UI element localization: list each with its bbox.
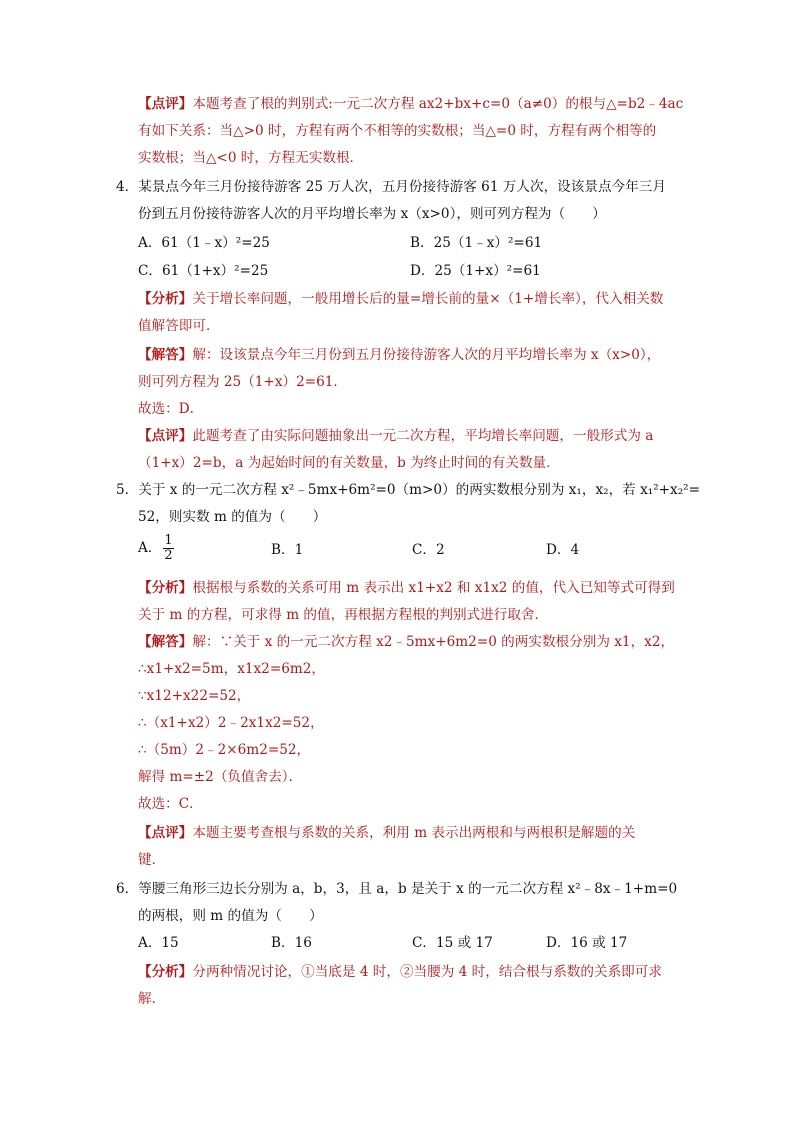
q4-review-tag: 【点评】 (138, 428, 193, 444)
q5-step-5: 解得 m=±2（负值舍去）． (138, 769, 303, 785)
q5-stem-line-2: 52，则实数 m 的值为（ ） (138, 509, 327, 525)
q5-review-line-2: 键． (138, 852, 166, 868)
q5-option-b: B．1 (271, 542, 304, 558)
q6-analysis-tag: 【分析】 (138, 964, 193, 980)
q4-analysis-line-2: 值解答即可． (138, 318, 220, 334)
q6-option-c: C．15 或 17 (412, 935, 493, 951)
q5-review-tag: 【点评】 (138, 825, 193, 841)
q6-stem-line-1: 6．等腰三角形三边长分别为 a，b，3，且 a，b 是关于 x 的一元二次方程 x²﹣8x﹣1+m=0 (116, 881, 678, 897)
q5-choice: 故选：C． (138, 796, 203, 812)
q3-review-line-1: 【点评】本题考查了根的判别式:一元二次方程 ax2+bx+c=0（a≠0）的根与△=b2﹣4ac (138, 96, 684, 112)
q5-number: 5． (116, 482, 139, 498)
q3-review-tag: 【点评】 (138, 96, 193, 112)
fraction: $\frac{1}{2}$ (164, 533, 173, 563)
q5-analysis-line-1: 【分析】根据根与系数的关系可用 m 表示出 x1+x2 和 x1x2 的值，代入已知等式可得到 (138, 580, 675, 596)
q4-review-line-2: （1+x）2=b，a 为起始时间的有关数量，b 为终止时间的有关数量． (138, 455, 560, 471)
q6-option-b: B．16 (271, 935, 312, 951)
q4-option-b: B．25（1﹣x）²=61 (410, 235, 543, 251)
q4-analysis-tag: 【分析】 (138, 291, 193, 307)
q5-option-c: C．2 (412, 542, 445, 558)
q5-solution-tag: 【解答】 (138, 634, 193, 650)
q5-analysis-line-2: 关于 m 的方程，可求得 m 的值，再根据方程根的判别式进行取舍． (138, 607, 549, 623)
q5-analysis-tag: 【分析】 (138, 580, 193, 596)
q6-stem-line-2: 的两根，则 m 的值为（ ） (138, 908, 323, 924)
q6-number: 6． (116, 881, 139, 897)
q4-option-a: A．61（1﹣x）²=25 (138, 235, 270, 251)
q4-stem-line-1: 4．某景点今年三月份接待游客 25 万人次，五月份接待游客 61 万人次，设该景点今年三月 (116, 179, 666, 195)
q5-review-line-1: 【点评】本题主要考查根与系数的关系，利用 m 表示出两根和与两根积是解题的关 (138, 825, 636, 841)
q5-option-a: A． $\frac{1}{2}$ (138, 533, 173, 563)
q6-analysis-line-2: 解． (138, 991, 166, 1007)
q4-choice: 故选：D． (138, 401, 204, 417)
q5-option-d: D．4 (546, 542, 580, 558)
q4-review-line-1: 【点评】此题考查了由实际问题抽象出一元二次方程，平均增长率问题，一般形式为 a (138, 428, 654, 444)
q4-option-c: C．61（1+x）²=25 (138, 263, 269, 279)
q4-stem-line-2: 份到五月份接待游客人次的月平均增长率为 x（x>0），则可列方程为（ ） (138, 206, 606, 222)
q4-number: 4． (116, 179, 139, 195)
q3-review-line-2: 有如下关系：当△>0 时，方程有两个不相等的实数根；当△=0 时，方程有两个相等的 (138, 123, 657, 139)
q4-option-d: D．25（1+x）²=61 (410, 263, 541, 279)
q5-step-1: ∴x1+x2=5m，x1x2=6m2， (138, 661, 325, 677)
q5-step-3: ∴（x1+x2）2﹣2x1x2=52， (138, 715, 324, 731)
q4-solution-line-1: 【解答】解：设该景点今年三月份到五月份接待游客人次的月平均增长率为 x（x>0）， (138, 347, 661, 363)
q4-solution-line-2: 则可列方程为 25（1+x）2=61． (138, 374, 348, 390)
q4-analysis-line-1: 【分析】关于增长率问题，一般用增长后的量=增长前的量×（1+增长率），代入相关数 (138, 291, 664, 307)
q5-step-4: ∴（5m）2﹣2×6m2=52， (138, 742, 311, 758)
q6-option-d: D．16 或 17 (546, 935, 628, 951)
q4-solution-tag: 【解答】 (138, 347, 193, 363)
q5-stem-line-1: 5．关于 x 的一元二次方程 x²﹣5mx+6m²=0（m>0）的两实数根分别为 x₁，x₂，若 x₁²+x₂²= (116, 482, 700, 498)
q3-review-line-3: 实数根；当△<0 时，方程无实数根． (138, 150, 364, 166)
q5-step-2: ∵x12+x22=52， (138, 688, 251, 704)
q6-analysis-line-1: 【分析】分两种情况讨论，①当底是 4 时，②当腰为 4 时，结合根与系数的关系即可求 (138, 964, 662, 980)
q5-solution-line-1: 【解答】解：∵关于 x 的一元二次方程 x2﹣5mx+6m2=0 的两实数根分别为 x1，x2， (138, 634, 675, 650)
q6-option-a: A．15 (138, 935, 179, 951)
